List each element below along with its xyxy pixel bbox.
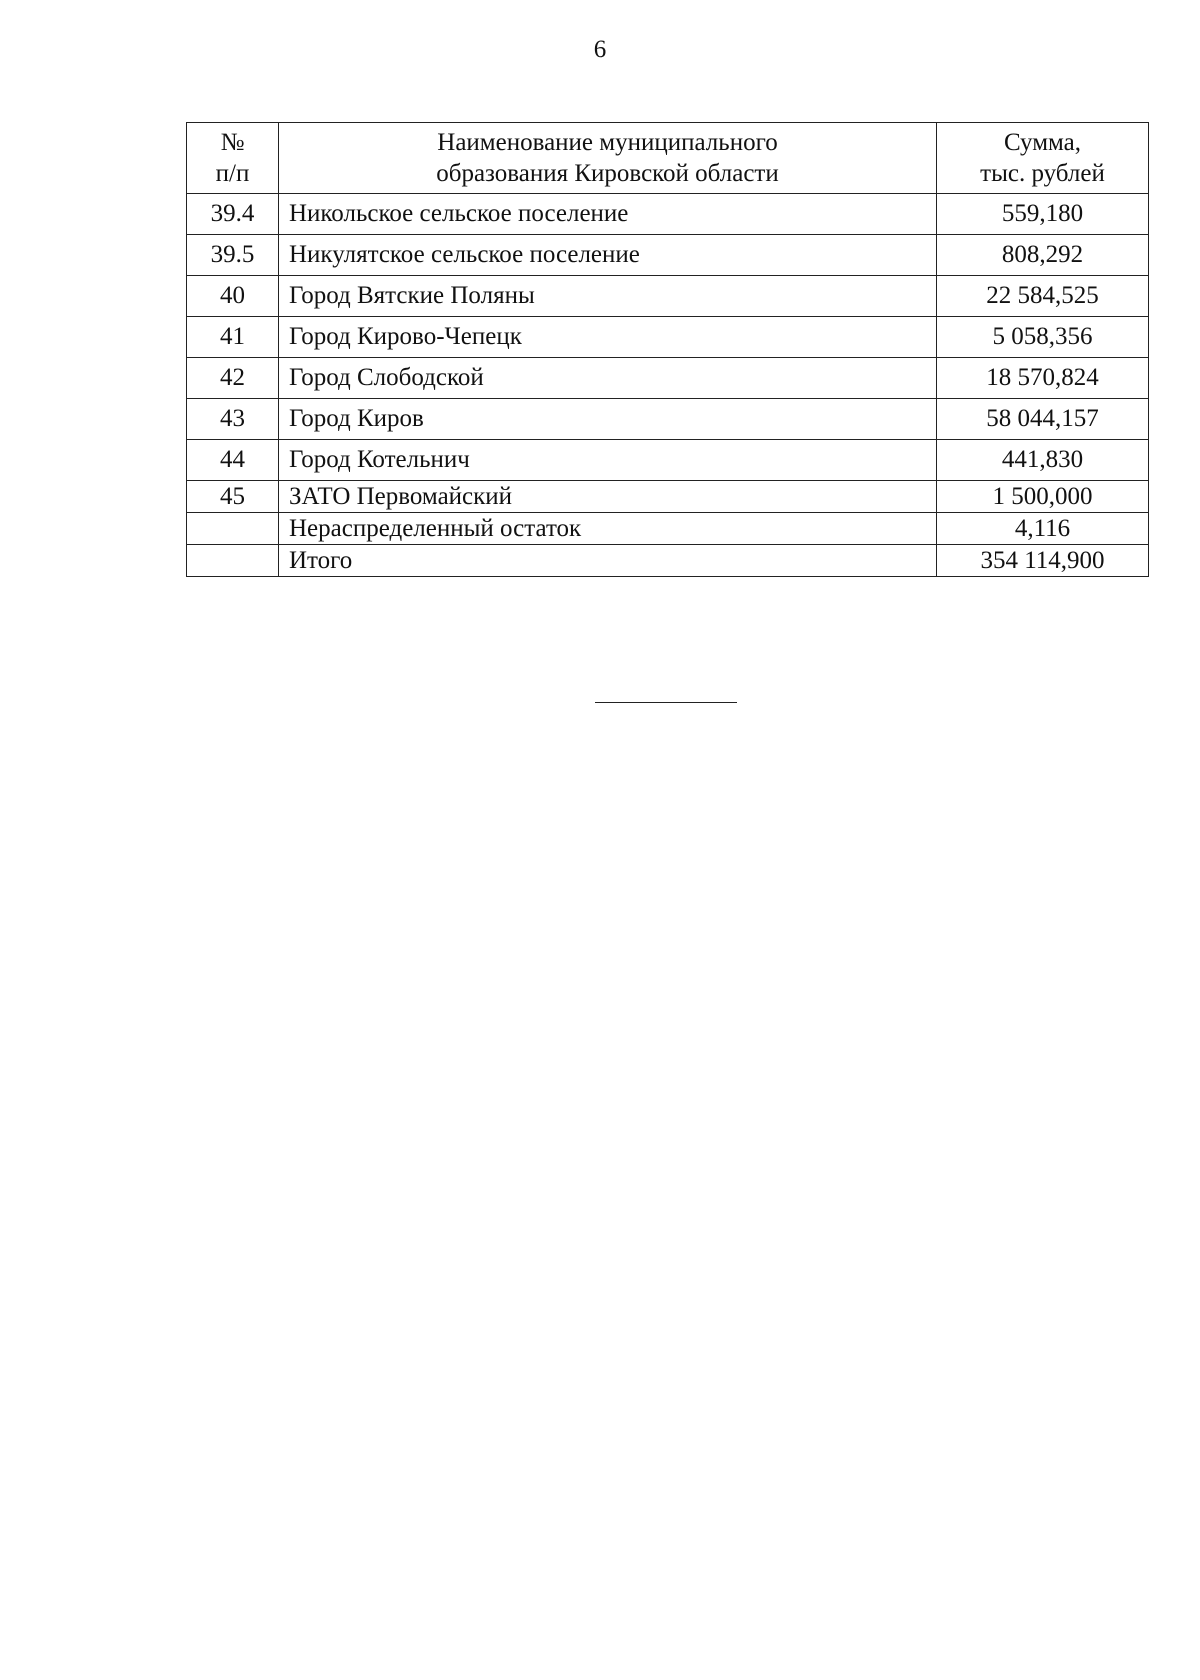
table-row: [187, 276, 1149, 317]
table-row: [187, 194, 1149, 235]
row-amount: 4,116: [937, 513, 1149, 545]
row-amount: 1 500,000: [937, 481, 1149, 513]
row-number: 39.4: [187, 194, 279, 235]
table-row: [187, 317, 1149, 358]
row-amount: 354 114,900: [937, 545, 1149, 577]
row-number: 39.5: [187, 235, 279, 276]
row-amount: 559,180: [937, 194, 1149, 235]
page-number: 6: [593, 36, 607, 63]
row-municipality: Город Вятские Поляны: [279, 276, 937, 317]
table-row: [187, 235, 1149, 276]
row-amount: 808,292: [937, 235, 1149, 276]
table-row: [187, 440, 1149, 481]
row-municipality: Нераспределенный остаток: [279, 513, 937, 545]
header-number: [187, 123, 279, 194]
table-row: [187, 358, 1149, 399]
row-number: 41: [187, 317, 279, 358]
table-row: [187, 513, 1149, 545]
header-number-line-2: п/п: [215, 160, 250, 187]
row-amount: 441,830: [937, 440, 1149, 481]
row-amount: 5 058,356: [937, 317, 1149, 358]
end-of-document-rule: [595, 702, 737, 703]
row-number: [187, 513, 279, 545]
row-municipality: ЗАТО Первомайский: [279, 481, 937, 513]
row-number: 42: [187, 358, 279, 399]
row-amount: 22 584,525: [937, 276, 1149, 317]
allocation-table-container: [186, 122, 1148, 577]
row-amount: 58 044,157: [937, 399, 1149, 440]
row-number: 45: [187, 481, 279, 513]
header-row: [187, 123, 1149, 194]
header-name-line-1: Наименование муниципального: [437, 129, 778, 156]
row-municipality: Город Слободской: [279, 358, 937, 399]
row-municipality: Никулятское сельское поселение: [279, 235, 937, 276]
header-municipality-name: [279, 123, 937, 194]
row-number: [187, 545, 279, 577]
row-municipality: Город Кирово-Чепецк: [279, 317, 937, 358]
row-municipality: Никольское сельское поселение: [279, 194, 937, 235]
row-municipality: Город Котельнич: [279, 440, 937, 481]
table-row: [187, 399, 1149, 440]
row-number: 40: [187, 276, 279, 317]
header-amount-line-1: Сумма,: [1003, 129, 1082, 156]
table-row: [187, 481, 1149, 513]
table-body: [187, 194, 1149, 577]
header-name-line-2: образования Кировской области: [436, 160, 779, 187]
table-header: [187, 123, 1149, 194]
row-municipality: Итого: [279, 545, 937, 577]
row-number: 43: [187, 399, 279, 440]
row-amount: 18 570,824: [937, 358, 1149, 399]
total-row: [187, 545, 1149, 577]
header-amount: [937, 123, 1149, 194]
row-municipality: Город Киров: [279, 399, 937, 440]
header-amount-line-2: тыс. рублей: [980, 160, 1105, 187]
row-number: 44: [187, 440, 279, 481]
allocation-table: [186, 122, 1149, 577]
header-number-line-1: №: [220, 129, 245, 156]
